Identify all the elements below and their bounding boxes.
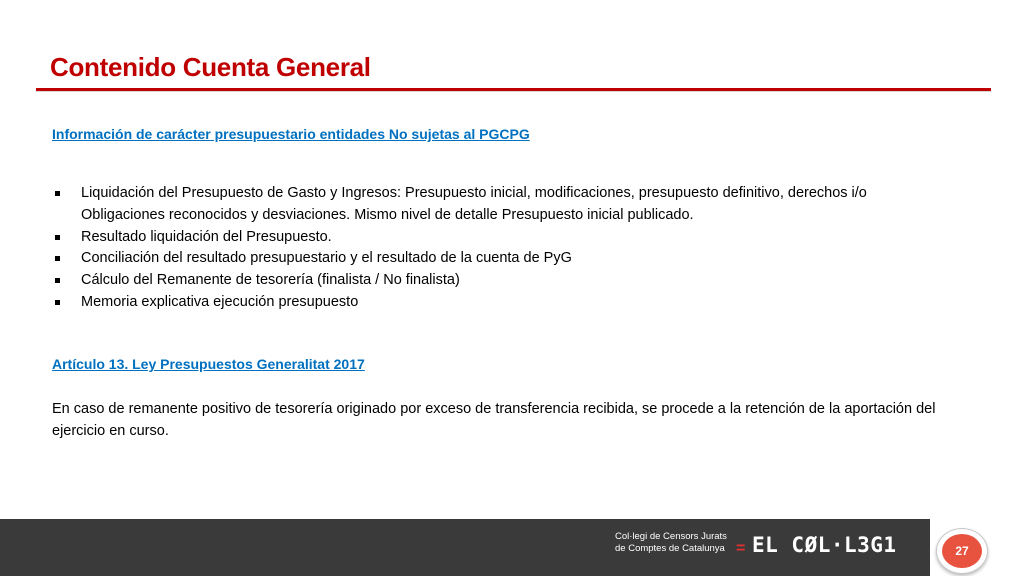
logo-text: EL CØL·L3G1 <box>752 533 897 557</box>
org-name <box>615 531 727 555</box>
body-paragraph: En caso de remanente positivo de tesorería originado por exceso de transferencia recibida, se procede a la retención de la aportación del ejercicio en curso. <box>52 401 936 439</box>
list-item-text: Liquidación del Presupuesto de Gasto y Ingresos: Presupuesto inicial, modificaciones, presupuesto definitivo, derechos i/o Obligaciones reconocidos y desviaciones. Mismo nivel de detalle Presupuesto inicial publicado. <box>81 185 867 223</box>
page-number: 27 <box>942 534 982 568</box>
list-item-text: Memoria explicativa ejecución presupuesto <box>81 293 359 310</box>
section-heading-informacion: Información de carácter presupuestario entidades No sujetas al PGCPG <box>52 126 530 142</box>
list-item-text: Cálculo del Remanente de tesorería (finalista / No finalista) <box>81 272 460 289</box>
square-bullet-icon <box>55 191 60 196</box>
list-item <box>52 227 952 249</box>
list-item <box>52 248 952 270</box>
square-bullet-icon <box>55 256 60 261</box>
list-item <box>52 270 952 292</box>
square-bullet-icon <box>55 278 60 283</box>
title-divider-shadow <box>36 91 991 92</box>
list-item-text: Conciliación del resultado presupuestario y el resultado de la cuenta de PyG <box>81 250 572 267</box>
section-heading-articulo: Artículo 13. Ley Presupuestos Generalitat 2017 <box>52 356 365 372</box>
square-bullet-icon <box>55 300 60 305</box>
list-item <box>52 292 952 314</box>
org-name-line1: Col·legi de Censors Jurats <box>615 531 727 542</box>
org-name-line2: de Comptes de Catalunya <box>615 543 725 554</box>
logo-equals-mark: = <box>736 540 746 557</box>
list-item-text: Resultado liquidación del Presupuesto. <box>81 228 332 245</box>
list-item <box>52 183 952 227</box>
slide-title: Contenido Cuenta General <box>50 52 371 82</box>
square-bullet-icon <box>55 235 60 240</box>
bullet-list <box>52 183 952 314</box>
page-number-badge <box>936 528 988 574</box>
